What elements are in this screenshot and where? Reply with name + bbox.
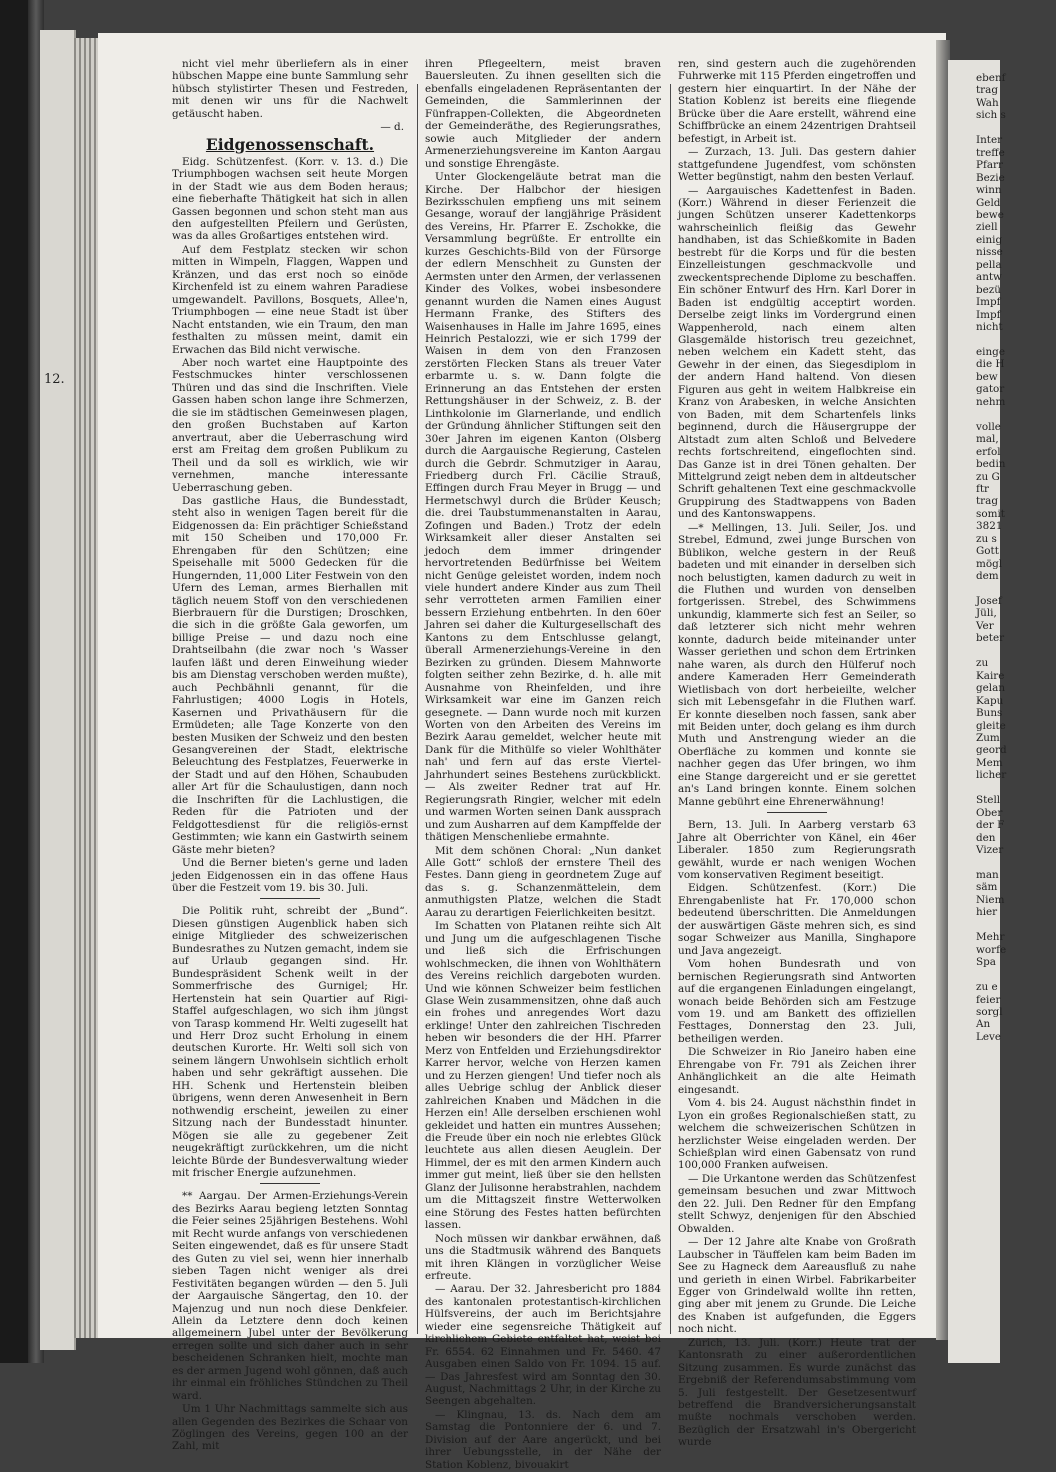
stacked-page-edges <box>74 38 100 1338</box>
section-headline: Eidgenossenschaft. <box>205 134 375 154</box>
column-rule <box>670 84 671 1334</box>
article-paragraph: Und die Berner bieten's gerne und laden jeden Eidgenossen ein in das offene Haus über die Festzeit vom 19. bis 30. Juli. <box>172 857 408 894</box>
article-paragraph: ** Aargau. Der Armen-Erziehungs-Verein des Bezirks Aarau begieng letzten Sonntag die Feier seines 25jährigen Bestehens. Wohl mit Recht wurde anfangs von verschiedenen Seiten eingewendet, daß es für unsere Stadt des Guten zu viel sei, wenn hier innerhalb sieben Tagen nicht weniger als drei Festivitäten begangen würden — den 5. Juli der Aargauische Sängertag, den 10. der Majenzug und nun noch diese Denkfeier. Allein da Letztere denn doch keinen allgemeinern Jubel unter der Bevölkerung erregen sollte und sich daher auch in sehr bescheidenen Schranken hielt, mochte man es der armen Jugend wohl gönnen, daß auch ihr einmal ein fröhliches Stündchen zu Theil ward. <box>172 1190 409 1402</box>
article-paragraph: — Klingnau, 13. ds. Nach dem am Samstag die Pontonniere der 6. und 7. Division auf der Aare angerückt, und bei ihrer Uebungsstelle, in der Nähe der Station Koblenz, bivouakirt <box>425 1408 661 1471</box>
article-paragraph: ren, sind gestern auch die zugehörenden Fuhrwerke mit 115 Pferden eingetroffen und gestern hier einquartirt. In der Nähe der Station Koblenz ist bereits eine fliegende Brücke über die Aare erstellt, während eine Schiffbrücke an einem 24zentrigen Drahtseil befestigt, in Arbeit ist. <box>678 58 916 145</box>
article-paragraph: — Die Urkantone werden das Schützenfest gemeinsam besuchen und zwar Mittwoch den 22. Juli. Den Redner für den Empfang stellt Schwyz, denjenigen für den Abschied Obwalden. <box>678 1172 916 1235</box>
separator-rule <box>260 898 320 899</box>
separator-rule <box>260 1183 320 1184</box>
article-paragraph: ihren Pflegeeltern, meist braven Bauersleuten. Zu ihnen gesellten sich die ebenfalls eingeladenen Repräsentanten der Gemeinden, die Sammlerinnen der Fünfrappen-Collekten, die Abgeordneten der Gemeinderäthe, des Regierungsrathes, sowie auch Mitglieder der andern Armenerziehungsvereine im Kanton Aargau und sonstige Ehrengäste. <box>425 58 661 170</box>
next-page-sliver <box>948 60 1007 1363</box>
article-paragraph: Eidgen. Schützenfest. (Korr.) Die Ehrengabenliste hat Fr. 170,000 schon bedeutend überschritten. Die Anmeldungen der auswärtigen Gäste mehren sich, es sind sogar Schweizer aus Manilla, Singhapore und Java angezeigt. <box>678 882 916 957</box>
page-gutter <box>40 30 76 1350</box>
article-paragraph: Im Schatten von Platanen reihte sich Alt und Jung um die aufgeschlagenen Tische und ließ sich die Erfrischungen wohlschmecken, die ihnen von Wohlthätern des Vereins reichlich dargeboten wurden. Und wie können Schweizer beim festlichen Glase Wein zusammensitzen, ohne daß auch ein frohes und anregendes Wort dazu erklinge! Unter den zahlreichen Tischreden heben wir besonders die der HH. Pfarrer Merz von Entfelden und Erziehungsdirektor Karrer hervor, welche von Herzen kamen und zu Herzen giengen! Und tiefer noch als alles Uebrige schlug der Anblick dieser zahlreichen Knaben und Mädchen in die Herzen ein! Alle derselben erschienen wohl gekleidet und hatten ein muntres Aussehen; die Freude über ein noch nie erlebtes Glück leuchtete aus allen diesen Aeuglein. Der Himmel, der es mit den armen Kindern auch immer gut meint, ließ über sie den hellsten Glanz der Julisonne herabstrahlen, nachdem um die Mittagszeit finstre Wetterwolken eine Störung des Festes hatten befürchten lassen. <box>425 920 661 1232</box>
article-paragraph: Vom 4. bis 24. August nächsthin findet in Lyon ein großes Regionalschießen statt, zu welchem die schweizerischen Schützen in herzlichster Weise eingeladen werden. Der Schießplan wird einen Gabensatz von rund 100,000 Franken aufweisen. <box>678 1097 916 1172</box>
column-3 <box>678 58 916 1450</box>
article-paragraph: — Zurzach, 13. Juli. Das gestern dahier stattgefundene Jugendfest, vom schönsten Wetter begünstigt, nahm den besten Verlauf. <box>678 146 916 184</box>
column-1 <box>172 58 408 1454</box>
margin-note: 12. <box>44 372 65 387</box>
column-rule <box>417 84 418 1334</box>
article-paragraph: — Aarau. Der 32. Jahresbericht pro 1884 des kantonalen protestantisch-kirchlichen Hülfsvereins, der auch im Berichtsjahre wieder eine segensreiche Thätigkeit auf kirchlichem Gebiete entfaltet hat, weist bei Fr. 6554. 62 Einnahmen und Fr. 5460. 47 Ausgaben einen Saldo von Fr. 1094. 15 auf. — Das Jahresfest wird am Sonntag den 30. August, Nachmittags 2 Uhr, in der Kirche zu Seengen abgehalten. <box>425 1283 661 1408</box>
article-paragraph: Das gastliche Haus, die Bundesstadt, steht also in wenigen Tagen bereit für die Eidgenossen da: Ein prächtiger Schießstand mit 150 Scheiben und 170,000 Fr. Ehrengaben für den Schützen; eine Speisehalle mit 5000 Gedecken für die Hungernden, 11,000 Liter Festwein von den Ufern des Leman, armes Bierhallen mit täglich neuem Stoff von den verschiedenen Bierbrauern für die Durstigen; Droschken, die sich in die größte Gala geworfen, um billige Preise — und dazu noch eine Drahtseilbahn (die zwar noch 's Wasser laufen läßt und deren Einweihung wieder bis am Dienstag verschoben werden mußte), auch Pechbähnli genannt, für die Fahrlustigen; 4000 Logis in Hotels, Kasernen und Privathäusern für die Ermüdeten; alle Tage Konzerte von den besten Musiken der Schweiz und den besten Gesangvereinen der Stadt, elektrische Beleuchtung des Festplatzes, Feuerwerke in der Stadt und auf den Höhen, Schaubuden aller Art für die Schaulustigen, dann noch die Inschriften für die Lachlustigen, die Reden für die Patrioten und der Feldgottesdienst für die religiös-ernst Gestimmten; wie kann ein Gastwirth seinem Gäste mehr bieten? <box>172 494 409 856</box>
article-paragraph: — Der 12 Jahre alte Knabe von Großrath Laubscher in Täuffelen kam beim Baden im See zu Hagneck dem Aareausfluß zu nahe und gerieth in einen Wirbel. Fabrikarbeiter Egger von Grindelwald wollte ihn retten, ging aber mit jenem zu Grunde. Die Leiche des Knaben ist aufgefunden, die Eggers noch nicht. <box>678 1236 916 1336</box>
article-paragraph: Eidg. Schützenfest. (Korr. v. 13. d.) Die Triumphbogen wachsen seit heute Morgen in der Stadt wie aus dem Boden heraus; eine fieberhafte Thätigkeit hat sich in allen Gassen begonnen und schon steht man aus den aufgestellten Pfeilern und Gerüsten, was da alles Großartiges entstehen wird. <box>172 155 408 243</box>
article-paragraph: Vom hohen Bundesrath und von bernischen Regierungsrath sind Antworten auf die ergangenen Einladungen eingelangt, wonach beide Behörden sich am Festzuge vom 19. und am Bankett des offiziellen Festtages, Donnerstag den 23. Juli, betheiligen werden. <box>678 958 916 1045</box>
article-paragraph: Zürich, 13. Juli. (Korr.) Heute trat der Kantonsrath zu einer außerordentlichen Sitzung zusammen. Es wurde zunächst das Ergebniß der Referendumsabstimmung vom 5. Juli festgestellt. Der Gesetzesentwurf betreffend die Brandversicherungsanstalt mußte nochmals verschoben werden. Bezüglich der Ersatzwahl in's Obergericht wurde <box>678 1336 916 1449</box>
separator-rule <box>767 812 827 813</box>
article-paragraph: Die Schweizer in Rio Janeiro haben eine Ehrengabe von Fr. 791 als Zeichen ihrer Anhänglichkeit an die alte Heimath eingesandt. <box>678 1046 916 1096</box>
article-paragraph: Unter Glockengeläute betrat man die Kirche. Der Halbchor der hiesigen Bezirksschulen empfieng uns mit seinem Gesange, worauf der langjährige Präsident des Vereins, Hr. Pfarrer E. Zschokke, die Versammlung begrüßte. Er entrollte ein kurzes Geschichts-Bild von der Fürsorge der edlern Menschheit zu Gunsten der Aermsten unter den Armen, der verlassenen Kinder des Volkes, wobei insbesondere genannt wurden die Namen eines August Hermann Franke, des Stifters des Waisenhauses in Halle im Jahre 1695, eines Heinrich Pestalozzi, wie er sich 1799 der Waisen in dem von den Franzosen zerstörten Flecken Stans als treuer Vater erbarmte u. s. w. Dann folgte die Erinnerung an das Entstehen der ersten Rettungshäuser in der Schweiz, z. B. der Linthkolonie im Glarnerlande, und endlich der Gründung ähnlicher Stiftungen seit den 30er Jahren im eigenen Kanton (Olsberg durch die Aargauische Regierung, Castelen durch die Gebrdr. Schmutziger in Aarau, Friedberg durch Frl. Cäcilie Strauß, Effingen durch Frau Meyer in Brugg — und Hermetschwyl durch die Brüder Keusch; die. drei Taubstummenanstalten in Aarau, Zofingen und Baden.) Trotz der edeln Wirksamkeit aller dieser Anstalten sei jedoch dem immer dringender hervortretenden Bedürfnisse bei Weitem nicht Genüge geleistet worden, indem noch viele hundert andere Kinder aus zum Theil sehr verrotteten armen Familien einer bessern Erziehung entbehrten. In den 60er Jahren sei daher die Kulturgesellschaft des Kantons zu dem Entschlusse gelangt, überall Armenerziehungs-Vereine in den Bezirken zu gründen. Diesem Mahnworte folgten seither zehn Bezirke, d. h. alle mit Ausnahme von Rheinfelden, und ihre Wirksamkeit war eine im Ganzen reich gesegnete. — Dann wurde noch mit kurzen Worten von den Arbeiten des Vereins im Bezirk Aarau gemeldet, welcher heute mit Dank für die Mithülfe so vieler Wohlthäter nah' und fern auf das erste Viertel-Jahrhundert seines Bestehens zurückblickt. — Als zweiter Redner trat auf Hr. Regierungsrath Ringier, welcher mit edeln und warmen Worten seinen Dank aussprach und zum Ausharren auf dem Kampffelde der thätigen Menschenliebe ermahnte. <box>425 171 661 844</box>
article-paragraph: Aber noch wartet eine Hauptpointe des Festschmuckes hinter verschlossenen Thüren und das sind die Inschriften. Viele Gassen haben schon lange ihre Schmerzen, die sie im städtischen Gemeinwesen plagen, den großen Buchstaben auf Karton anvertraut, aber die Ueberraschung wird erst am Freitag dem großen Publikum zu Theil und da soll es wirklich, wie wir vernehmen, manche interessante Ueberraschung geben. <box>172 356 408 494</box>
article-paragraph: Die Politik ruht, schreibt der „Bund“. Diesen günstigen Augenblick haben sich einige Mitglieder des schweizerischen Bundesrathes zu Nutzen gemacht, indem sie auf Urlaub gegangen sind. Hr. Bundespräsident Schenk weilt in der Sommerfrische des Gurnigel; Hr. Hertenstein hat sein Quartier auf Rigi-Staffel aufgeschlagen, wo sich ihm jüngst von Tarasp kommend Hr. Welti zugesellt hat und Herr Droz sucht Erholung in einem deutschen Kurorte. Hr. Welti soll sich von seinem längern Unwohlsein sichtlich erholt haben und sehr gekräftigt aussehen. Die HH. Schenk und Hertenstein bleiben übrigens, wenn deren Anwesenheit in Bern nothwendig erscheint, jeweilen zu einer Sitzung nach der Bundesstadt hinunter. Mögen sie alle zu gegebener Zeit neugekräftigt zurückkehren, um die nicht leichte Bürde der Bundesverwaltung wieder mit frischer Energie aufzunehmen. <box>172 905 408 1179</box>
article-paragraph: —* Mellingen, 13. Juli. Seiler, Jos. und Strebel, Edmund, zwei junge Burschen von Büblikon, welche gestern in der Reuß badeten und mit einander in derselben sich noch belustigten, kamen dadurch zu weit in die Fluthen und wurden von denselben fortgerissen. Strebel, des Schwimmens unkundig, klammerte sich fest an Seiler, so daß letzterer sich nicht mehr wehren konnte, dadurch beide miteinander unter Wasser geriethen und schon dem Ertrinken nahe waren, als durch den Hülferuf noch andere Kameraden Herr Gemeinderath Wietlisbach von dort herbeieilte, welcher sich mit Lebensgefahr in die Fluthen warf. Er konnte dieselben noch fassen, sank aber mit Beiden unter, doch gelang es ihm durch Muth und Anstrengung wieder an die Oberfläche zu kommen und konnte sie nachher gegen das Ufer bringen, wo ihm eine Stange dargereicht und er sie gerettet an's Land bringen konnte. Einem solchen Manne gebührt eine Ehrenerwähnung! <box>678 521 916 808</box>
column-2 <box>425 58 661 1472</box>
article-paragraph: Mit dem schönen Choral: „Nun danket Alle Gott“ schloß der ernstere Theil des Festes. Dann gieng in geordnetem Zuge auf das s. g. Schanzenmättelein, dem anmuthigsten Platze, welchen die Stadt Aarau zu derartigen Feierlichkeiten besitzt. <box>425 844 661 919</box>
article-paragraph: — Aargauisches Kadettenfest in Baden. (Korr.) Während in dieser Ferienzeit die jungen Schützen unserer Kadettenkorps wahrscheinlich fleißig das Gewehr handhaben, ist das Schießkomite in Baden bestrebt für die Korps und für die besten Einzelleistungen geschmackvolle und zweckentsprechende Diplome zu beschaffen. Ein schöner Entwurf des Hrn. Karl Dorer in Baden ist endgültig acceptirt worden. Derselbe zeigt links im Vordergrund einen Wappenherold, nach einem alten Glasgemälde historisch treu gezeichnet, neben welchem ein Kadett steht, das Gewehr in der einen, das Siegesdiplom in der andern Hand haltend. Von diesen Figuren aus geht in weitem Halbkreise ein Kranz von Arabesken, in welche Ansichten von Baden, mit dem Schartenfels links beginnend, durch die Häusergruppe der Altstadt zum alten Schloß und Belvedere rechts fortschreitend, eingeflochten sind. Das Ganze ist in drei Tönen gehalten. Der Mittelgrund zeigt neben dem in altdeutscher Schrift gehaltenen Text eine geschmackvolle Gruppirung des Stadtwappens von Baden und des Kantonswappens. <box>678 184 916 521</box>
article-paragraph: Um 1 Uhr Nachmittags sammelte sich aus allen Gegenden des Bezirkes die Schaar von Zöglingen des Vereins, gegen 100 an der Zahl, mit <box>172 1403 408 1453</box>
article-paragraph: Auf dem Festplatz stecken wir schon mitten in Wimpeln, Flaggen, Wappen und Kränzen, und das erst noch so einöde Kirchenfeld ist zu einem wahren Paradiese umgewandelt. Pavillons, Bosquets, Allee'n, Triumphbogen — eine neue Stadt ist über Nacht entstanden, wie ein Traum, den man festhalten zu müssen meint, damit ein Erwachen das Bild nicht verwische. <box>172 243 408 356</box>
article-paragraph: Noch müssen wir dankbar erwähnen, daß uns die Stadtmusik während des Banquets mit ihren Klängen in vorzüglicher Weise erfreute. <box>425 1232 661 1282</box>
next-page-text-fragment: ebenf trag Wah sich s Inter treffe Pfarr Bezie winn Geld bewe ziell einig nisse pella antw bezü Impf Impf nicht einge die H bew gator nehm volle mal, erfol bedin zu G ftr trag somit 3821 zu s Gott mögl dem Josef Jüli, Ver beter zu Kaire gelan Kapu Buns gleite Zum geord Mem licher Stell Ober der F den Vizer man säm Niem hier Mehr worfe Spa zu e feier sorgl An Leve <box>976 72 1007 1043</box>
intro-signature: — d. <box>380 121 404 134</box>
intro-paragraph: nicht viel mehr überliefern als in einer hübschen Mappe eine bunte Sammlung sehr hübsch stylistirter Thesen und Festreden, mit denen wir uns für die Nachwelt getäuscht haben. <box>172 58 408 120</box>
article-paragraph: Bern, 13. Juli. In Aarberg verstarb 63 Jahre alt Oberrichter von Känel, ein 46er Liberaler. 1850 zum Regierungsrath gewählt, wurde er nach wenigen Wochen vom konservativen Regiment beseitigt. <box>678 819 916 881</box>
